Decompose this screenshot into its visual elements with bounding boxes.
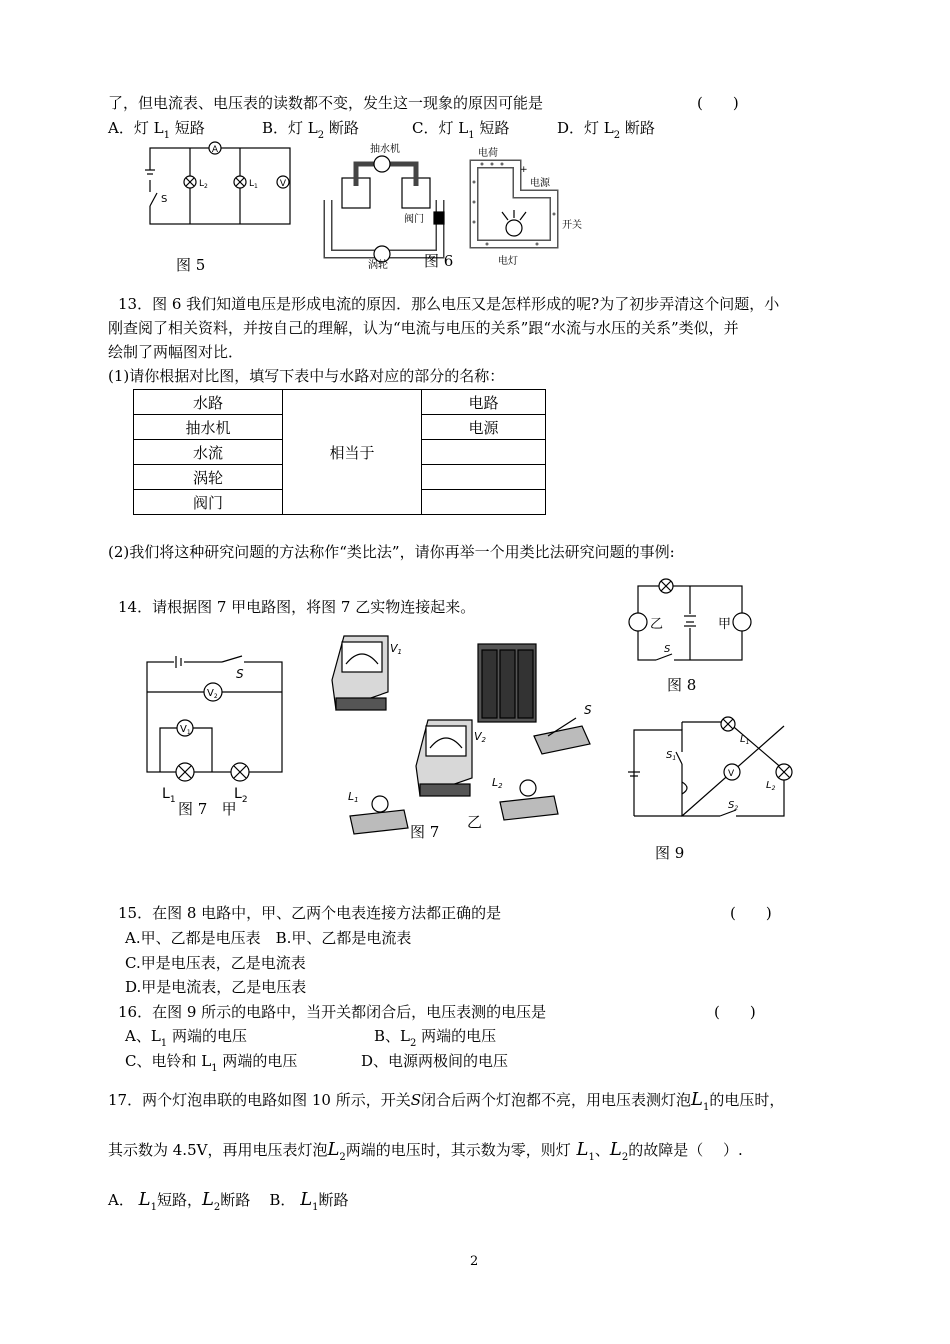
figure-9-circuit [624, 712, 804, 824]
q17-line-1: 17．两个灯泡串联的电路如图 10 所示，开关S闭合后两个灯泡都不亮，用电压表测灯泡$L_1$的电压时， [108, 1089, 785, 1113]
fig9-s2-label: $S_2$ [728, 800, 739, 812]
q13-part-2: (2)我们将这种研究问题的方法称作“类比法”，请你再举一个用类比法研究问题的事例: [108, 543, 675, 561]
q16-option-a: A、$L_1$ 两端的电压 [125, 1027, 247, 1049]
q16-stem: 16．在图 9 所示的电路中，当开关都闭合后，电压表测的电压是 [118, 1003, 547, 1021]
q12-option-c: C．灯 $L_1$ 短路 [412, 119, 510, 141]
fig6-source-label: 电源 [530, 178, 550, 189]
figure-7b-caption-2: 乙 [467, 813, 483, 831]
fig7b-l1-label: L1 [348, 790, 359, 804]
q13-stem-line-2: 刚查阅了相关资料，并按自己的理解，认为“电流与电压的关系”跟“水流与水压的关系”类似，并 [108, 319, 739, 337]
fig5-switch-label: S [161, 194, 168, 205]
q12-option-a: A．灯 $L_1$ 短路 [108, 119, 205, 141]
page-number: 2 [470, 1254, 479, 1269]
fig7-l1-label: $L_1$ [162, 786, 176, 805]
q17-line-2: 其示数为 4.5V，再用电压表灯泡$L_2$两端的电压时，其示数为零，则灯 $L_1$、$L_2$的故障是（ ）. [108, 1139, 743, 1163]
figure-7-components [328, 628, 600, 843]
fig5-lamp1-label: $L_1$ [249, 179, 258, 190]
q16-option-d: D、电源两极间的电压 [361, 1052, 509, 1070]
q13-part-1: (1)请你根据对比图，填写下表中与水路对应的部分的名称： [108, 367, 505, 385]
fig9-l1-label: $L_1$ [740, 734, 750, 746]
fig6-plus-label: + [520, 165, 528, 175]
answer-blank-cell[interactable] [422, 465, 546, 490]
table-row [134, 390, 546, 415]
fig8-switch-label: S [664, 644, 671, 655]
q13-analogy-table [133, 389, 546, 515]
q12-option-d: D．灯 $L_2$ 断路 [557, 119, 655, 141]
q12-stem: 了，但电流表、电压表的读数都不变，发生这一现象的原因可能是 [108, 94, 544, 112]
fig6-lamp-label: 电灯 [498, 256, 518, 267]
fig9-s1-label: $S_1$ [666, 750, 677, 762]
answer-blank-cell[interactable] [422, 490, 546, 515]
fig9-l2-label: $L_2$ [766, 780, 776, 792]
q15-option-d: D.甲是电流表，乙是电压表 [125, 978, 307, 996]
figure-5-caption: 图 5 [176, 256, 206, 274]
fig9-voltmeter-label: V [728, 769, 735, 779]
q12-option-b: B．灯 $L_2$ 断路 [262, 119, 359, 141]
figure-6-analogy [322, 142, 592, 270]
figure-6-caption: 图 6 [424, 252, 454, 270]
fig5-voltmeter-label: V [279, 179, 287, 189]
q14-stem: 14．请根据图 7 甲电路图，将图 7 乙实物连接起来。 [118, 598, 476, 616]
q16-option-c: C、电铃和 $L_1$ 两端的电压 [125, 1052, 298, 1074]
fig7b-v1-label: V1 [390, 642, 402, 656]
fig6-pump-label: 抽水机 [370, 144, 400, 155]
figure-8-caption: 图 8 [667, 676, 697, 694]
q15-option-c: C.甲是电压表，乙是电流表 [125, 954, 306, 972]
q13-stem-line-1: 13．图 6 我们知道电压是形成电流的原因．那么电压又是怎样形成的呢?为了初步弄清这个问题，小 [118, 295, 780, 313]
q16-paren: ( ) [714, 1003, 756, 1021]
table-cell: 抽水机 [134, 415, 283, 440]
figure-5-circuit [135, 140, 295, 230]
figure-8-circuit [624, 576, 760, 664]
fig6-charge-label: 电荷 [478, 148, 498, 159]
fig5-lamp2-label: $L_2$ [199, 179, 208, 190]
table-cell: 水流 [134, 440, 283, 465]
fig6-switch-label: 开关 [562, 220, 582, 231]
q17-options: A． $L_1$短路，$L_2$断路 B． $L_1$断路 [108, 1189, 349, 1213]
fig7-v2-label: $V_2$ [207, 688, 218, 700]
answer-blank-cell[interactable] [422, 440, 546, 465]
figure-9-caption: 图 9 [655, 844, 685, 862]
table-cell: 电路 [422, 390, 546, 415]
table-cell: 水路 [134, 390, 283, 415]
fig7-v1-label: $V_1$ [180, 724, 191, 736]
fig7b-l2-label: L2 [492, 776, 503, 790]
fig7-switch-label: S [236, 667, 244, 681]
fig8-yi-label: 乙 [650, 617, 664, 632]
q16-option-b: B、$L_2$ 两端的电压 [374, 1027, 497, 1049]
fig5-ammeter-label: A [211, 145, 219, 155]
table-cell-middle: 相当于 [283, 390, 422, 515]
fig6-turbine-label: 涡轮 [368, 260, 388, 270]
table-cell: 涡轮 [134, 465, 283, 490]
q13-stem-line-3: 绘制了两幅图对比． [108, 343, 244, 361]
table-cell: 电源 [422, 415, 546, 440]
fig6-valve-label: 阀门 [404, 214, 424, 225]
q12-paren: ( ) [697, 94, 739, 112]
fig7b-switch-label: S [584, 703, 592, 717]
table-cell: 阀门 [134, 490, 283, 515]
figure-7b-caption: 图 7 [410, 823, 440, 841]
fig7-l2-label: $L_2$ [234, 786, 248, 805]
q15-paren: ( ) [730, 904, 772, 922]
figure-7-schematic [140, 648, 290, 808]
q15-stem: 15．在图 8 电路中，甲、乙两个电表连接方法都正确的是 [118, 904, 502, 922]
fig8-jia-label: 甲 [718, 617, 732, 632]
figure-7a-caption: 图 7 甲 [178, 800, 237, 818]
q15-option-ab: A.甲、乙都是电压表 B.甲、乙都是电流表 [125, 929, 412, 947]
fig7b-v2-label: V2 [474, 730, 486, 744]
